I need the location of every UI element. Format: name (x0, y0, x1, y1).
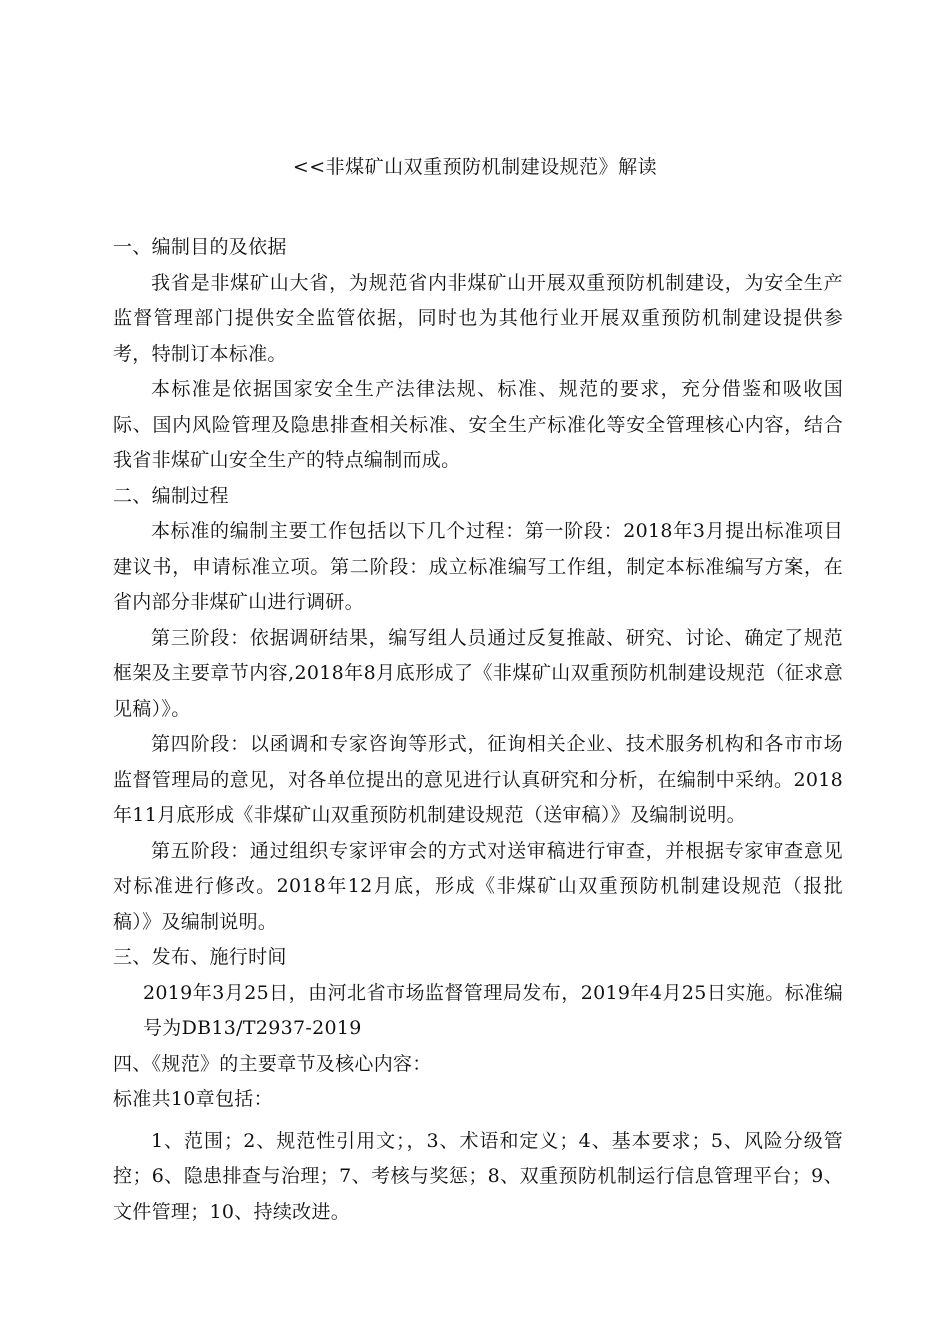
document-body (113, 230, 843, 1230)
section-1-paragraph-1: 我省是非煤矿山大省，为规范省内非煤矿山开展双重预防机制建设，为安全生产监督管理部门提供安全监管依据，同时也为其他行业开展双重预防机制建设提供参考，特制订本标准。 (113, 271, 843, 365)
section-2-paragraph-4: 第五阶段：通过组织专家评审会的方式对送审稿进行审查，并根据专家审查意见对标准进行修改。2018年12月底，形成《非煤矿山双重预防机制建设规范（报批稿）》及编制说明。 (113, 839, 843, 933)
section-1-heading: 一、编制目的及依据 (113, 236, 287, 258)
section-2-paragraph-2: 第三阶段：依据调研结果，编写组人员通过反复推敲、研究、讨论、确定了规范框架及主要章节内容,2018年8月底形成了《非煤矿山双重预防机制建设规范（征求意见稿）》。 (113, 626, 843, 720)
section-2-paragraph-3: 第四阶段：以函调和专家咨询等形式，征询相关企业、技术服务机构和各市市场监督管理局的意见，对各单位提出的意见进行认真研究和分析，在编制中采纳。2018年11月底形成《非煤矿山双重预防机制建设规范（送审稿）》及编制说明。 (113, 733, 843, 826)
section-2-heading: 二、编制过程 (113, 484, 229, 507)
section-4-heading: 四、《规范》的主要章节及核心内容： (113, 1052, 432, 1075)
section-3-paragraph-1: 2019年3月25日，由河北省市场监督管理局发布，2019年4月25日实施。标准编号为DB13/T2937-2019 (143, 981, 843, 1039)
section-2-paragraph-1: 本标准的编制主要工作包括以下几个过程：第一阶段：2018年3月提出标准项目建议书，申请标准立项。第二阶段：成立标准编写工作组，制定本标准编写方案，在省内部分非煤矿山进行调研。 (113, 520, 843, 613)
document-title: <<非煤矿山双重预防机制建设规范》解读 (292, 156, 658, 178)
section-3-heading: 三、发布、施行时间 (113, 946, 287, 968)
section-4-intro: 标准共10章包括： (113, 1088, 273, 1110)
section-1-paragraph-2: 本标准是依据国家安全生产法律法规、标准、规范的要求，充分借鉴和吸收国际、国内风险管理及隐患排查相关标准、安全生产标准化等安全管理核心内容，结合我省非煤矿山安全生产的特点编制而成。 (113, 378, 843, 471)
section-4-chapter-list: 1、范围；2、规范性引用文；，3、术语和定义；4、基本要求；5、风险分级管控；6、隐患排查与治理；7、考核与奖惩；8、双重预防机制运行信息管理平台；9、文件管理；10、持续改进。 (113, 1129, 843, 1223)
